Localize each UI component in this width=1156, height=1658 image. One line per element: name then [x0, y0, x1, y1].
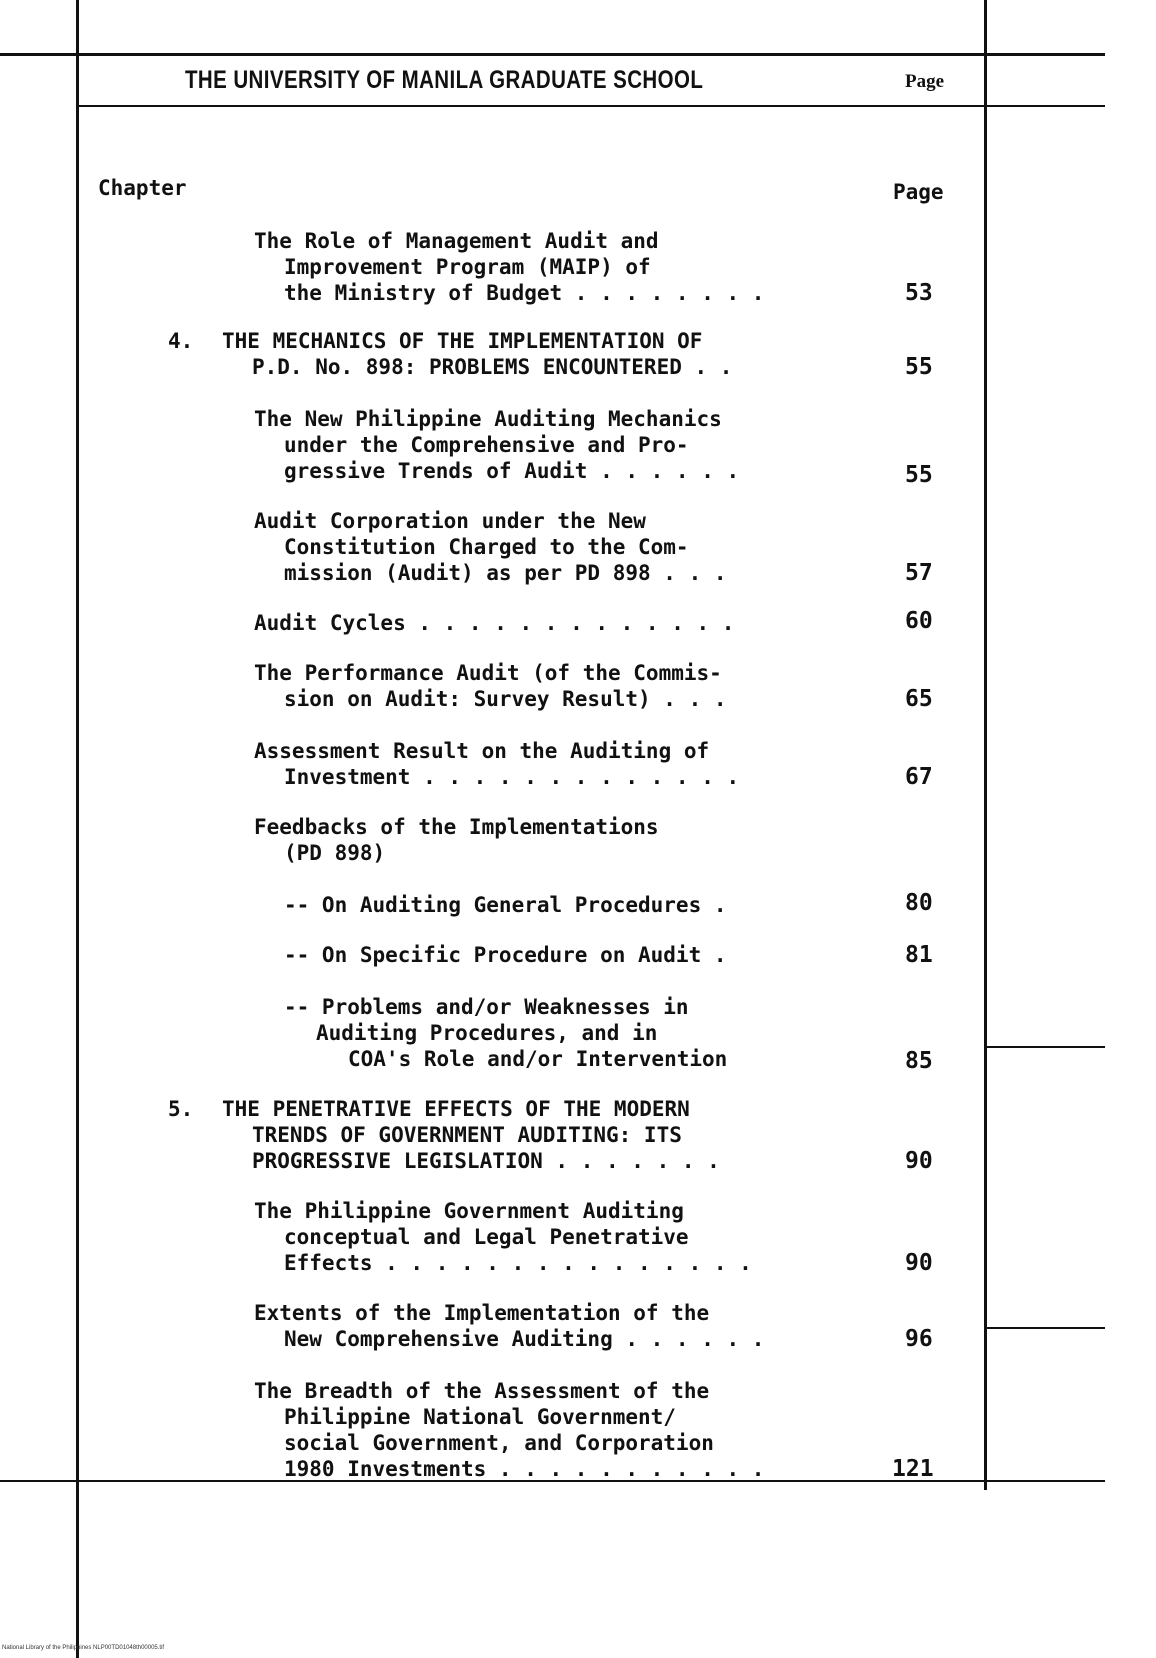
page-number: 67: [905, 764, 933, 790]
toc-entry-line: The Performance Audit (of the Commis-: [254, 661, 722, 685]
toc-entry-line: -- On Specific Procedure on Audit .: [284, 943, 727, 967]
page-number: 65: [905, 686, 933, 712]
toc-entry-line: Improvement Program (MAIP) of: [284, 255, 651, 279]
toc-entry: [284, 892, 727, 918]
toc-entry: [254, 814, 659, 866]
toc-entry-line: 1980 Investments . . . . . . . . . . .: [284, 1457, 765, 1481]
toc-entry-line: the Ministry of Budget . . . . . . . .: [284, 281, 765, 305]
toc-entry: [284, 994, 727, 1072]
page-number: 85: [905, 1048, 933, 1074]
page-number: 53: [905, 280, 933, 306]
chapter-number: 4.: [168, 329, 194, 353]
chapter-column-heading: Chapter: [98, 176, 187, 200]
page-number: 90: [905, 1250, 933, 1276]
toc-entry-line: Constitution Charged to the Com-: [284, 535, 689, 559]
header-underline-rule: [76, 105, 1105, 107]
scan-footer: National Library of the Philippines NLP00TD01048th00005.tif: [2, 1645, 165, 1651]
toc-entry: [254, 1378, 764, 1482]
toc-entry-line: The Breadth of the Assessment of the: [254, 1379, 710, 1403]
toc-entry-line: sion on Audit: Survey Result) . . .: [284, 687, 727, 711]
toc-entry: [254, 406, 739, 484]
toc-entry-line: Audit Cycles . . . . . . . . . . . . .: [254, 611, 735, 635]
toc-entry-line: The New Philippine Auditing Mechanics: [254, 407, 722, 431]
toc-entry-line: Auditing Procedures, and in: [316, 1021, 658, 1045]
toc-entry: [254, 228, 764, 306]
toc-entry: [254, 738, 739, 790]
right-tick-rule-2: [984, 1327, 1105, 1329]
toc-entry-line: Philippine National Government/: [284, 1405, 676, 1429]
page-column-heading: Page: [893, 180, 944, 204]
toc-entry-line: PROGRESSIVE LEGISLATION . . . . . . .: [252, 1149, 720, 1173]
chapter-title: [222, 1096, 720, 1174]
toc-entry-line: TRENDS OF GOVERNMENT AUDITING: ITS: [252, 1123, 682, 1147]
toc-entry-line: gressive Trends of Audit . . . . . .: [284, 459, 740, 483]
page-number: 57: [905, 560, 933, 586]
toc-entry-line: The Philippine Government Auditing: [254, 1199, 684, 1223]
toc-entry-line: Audit Corporation under the New: [254, 509, 646, 533]
toc-entry-line: -- On Auditing General Procedures .: [284, 893, 727, 917]
school-header-title: THE UNIVERSITY OF MANILA GRADUATE SCHOOL: [185, 66, 704, 94]
page-number: 60: [905, 608, 933, 634]
toc-entry-line: THE PENETRATIVE EFFECTS OF THE MODERN: [222, 1097, 690, 1121]
toc-entry-line: Investment . . . . . . . . . . . . .: [284, 765, 740, 789]
page-number: 90: [905, 1148, 933, 1174]
page-number: 121: [892, 1456, 934, 1482]
toc-entry: [254, 1198, 752, 1276]
toc-entry-line: Effects . . . . . . . . . . . . . . .: [284, 1251, 752, 1275]
top-horizontal-rule: [0, 53, 1105, 56]
toc-entry: [254, 610, 734, 636]
toc-entry-line: THE MECHANICS OF THE IMPLEMENTATION OF: [222, 329, 703, 353]
right-vertical-rule: [984, 0, 987, 1490]
toc-entry: [284, 942, 727, 968]
toc-entry-line: P.D. No. 898: PROBLEMS ENCOUNTERED . .: [252, 355, 733, 379]
toc-entry-line: conceptual and Legal Penetrative: [284, 1225, 689, 1249]
toc-entry-line: (PD 898): [284, 841, 386, 865]
chapter-title: [222, 328, 732, 380]
toc-entry-line: The Role of Management Audit and: [254, 229, 659, 253]
toc-entry-line: -- Problems and/or Weaknesses in: [284, 995, 689, 1019]
toc-entry-line: Extents of the Implementation of the: [254, 1301, 710, 1325]
chapter-number: 5.: [168, 1097, 194, 1121]
left-vertical-rule: [76, 0, 79, 1658]
toc-entry-line: New Comprehensive Auditing . . . . . .: [284, 1327, 765, 1351]
toc-entry-line: COA's Role and/or Intervention: [348, 1047, 728, 1071]
page-number: 80: [905, 890, 933, 916]
toc-entry-line: social Government, and Corporation: [284, 1431, 714, 1455]
header-page-label: Page: [905, 71, 945, 92]
page-number: 81: [905, 942, 933, 968]
toc-entry: [254, 660, 727, 712]
toc-entry-line: mission (Audit) as per PD 898 . . .: [284, 561, 727, 585]
toc-entry-line: Assessment Result on the Auditing of: [254, 739, 710, 763]
toc-entry: [254, 508, 727, 586]
toc-entry-line: Feedbacks of the Implementations: [254, 815, 659, 839]
right-tick-rule-1: [984, 1046, 1105, 1048]
page-number: 55: [905, 354, 933, 380]
page-number: 96: [905, 1326, 933, 1352]
page-number: 55: [905, 462, 933, 488]
toc-entry: [254, 1300, 764, 1352]
toc-entry-line: under the Comprehensive and Pro-: [284, 433, 689, 457]
